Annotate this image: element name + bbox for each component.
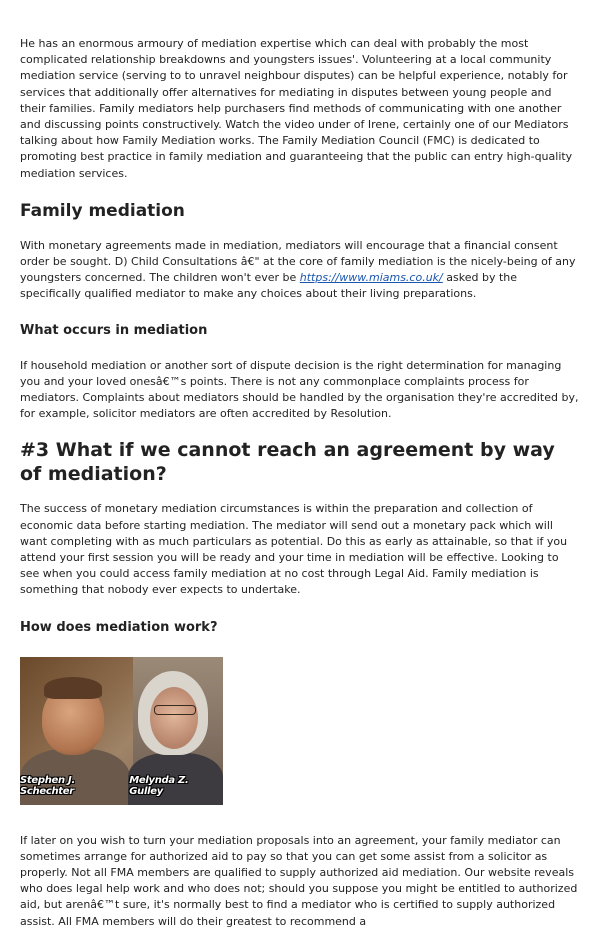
miams-link[interactable]: https://www.miams.co.uk/ <box>299 271 443 285</box>
mediators-photo <box>20 657 223 805</box>
paragraph-intro: He has an enormous armoury of mediation expertise which can deal with probably the most complicated relationship breakdowns and youngsters issues'. Volunteering at a local community mediation service (serving to to unravel neighbour disputes) can be helpful experience, notably for services that additionally offer alternatives for mediating in disputes between young people and their families. Family mediators help purchasers find methods of communicating with one another and discussing points constructively. Watch the video under of Irene, certainly one of our Mediators talking about how Family Mediation works. The Family Mediation Council (FMC) is dedicated to promoting best practice in family mediation and guaranteeing that the public can entry high-quality mediation services. <box>20 37 573 180</box>
caption-stephen: Stephen J. Schechter <box>20 774 75 797</box>
photo-man-hair <box>44 677 102 699</box>
heading-family-mediation: Family mediation <box>20 200 185 221</box>
caption-melynda: Melynda Z. Gulley <box>129 774 189 797</box>
heading-what-occurs: What occurs in mediation <box>20 322 208 338</box>
paragraph-monetary-mediation: The success of monetary mediation circumstances is within the preparation and collection of economic data before starting mediation. The mediator will send out a monetary pack which will want completing with as much particulars as potential. Do this as early as attainable, so that if you attend your first session you will be ready and your time in mediation will be effective. Looking to see when you could access family mediation at no cost through Legal Aid. Family mediation is something that nobody ever expects to undertake. <box>20 502 568 597</box>
photo-captions <box>20 775 223 797</box>
paragraph-text-before-link: With monetary agreements made in mediation, mediators will encourage that a financial consent order be sought. D) Child Consultations â€" at the core of family mediation is the nicely-being of any youngsters concerned. The children won't ever be <box>20 238 576 285</box>
article-body <box>20 36 580 930</box>
heading-how-mediation-works: How does mediation work? <box>20 619 218 635</box>
paragraph-complaints: If household mediation or another sort of dispute decision is the right determination for managing you and your loved onesâ€™s points. There is not any commonplace complaints process for mediators. Complaints about mediators should be handled by the organisation they're accredited by, for example, solicitor mediators are often accredited by Resolution. <box>20 358 579 421</box>
heading-no-agreement: #3 What if we cannot reach an agreement by way of mediation? <box>20 439 555 486</box>
paragraph-authorized-aid: If later on you wish to turn your mediation proposals into an agreement, your family mediator can sometimes arrange for authorized aid to pay so that you can get some assist from a solicitor as properly. Not all FMA members are qualified to supply authorized aid mediation. Our website reveals who does legal help work and who does not; should you suppose you might be entitled to authorized aid, but arenâ€™t sure, it's normally best to find a mediator who is certified to supply authorized assist. All FMA members will do their greatest to recommend a <box>20 833 578 928</box>
photo-woman-face <box>150 687 198 749</box>
paragraph-financial-consent <box>20 238 580 303</box>
paragraph-text-after-link: asked by the specifically qualified mediator to make any choices about their living preparations. <box>20 271 517 301</box>
photo-woman-glasses <box>154 705 196 715</box>
